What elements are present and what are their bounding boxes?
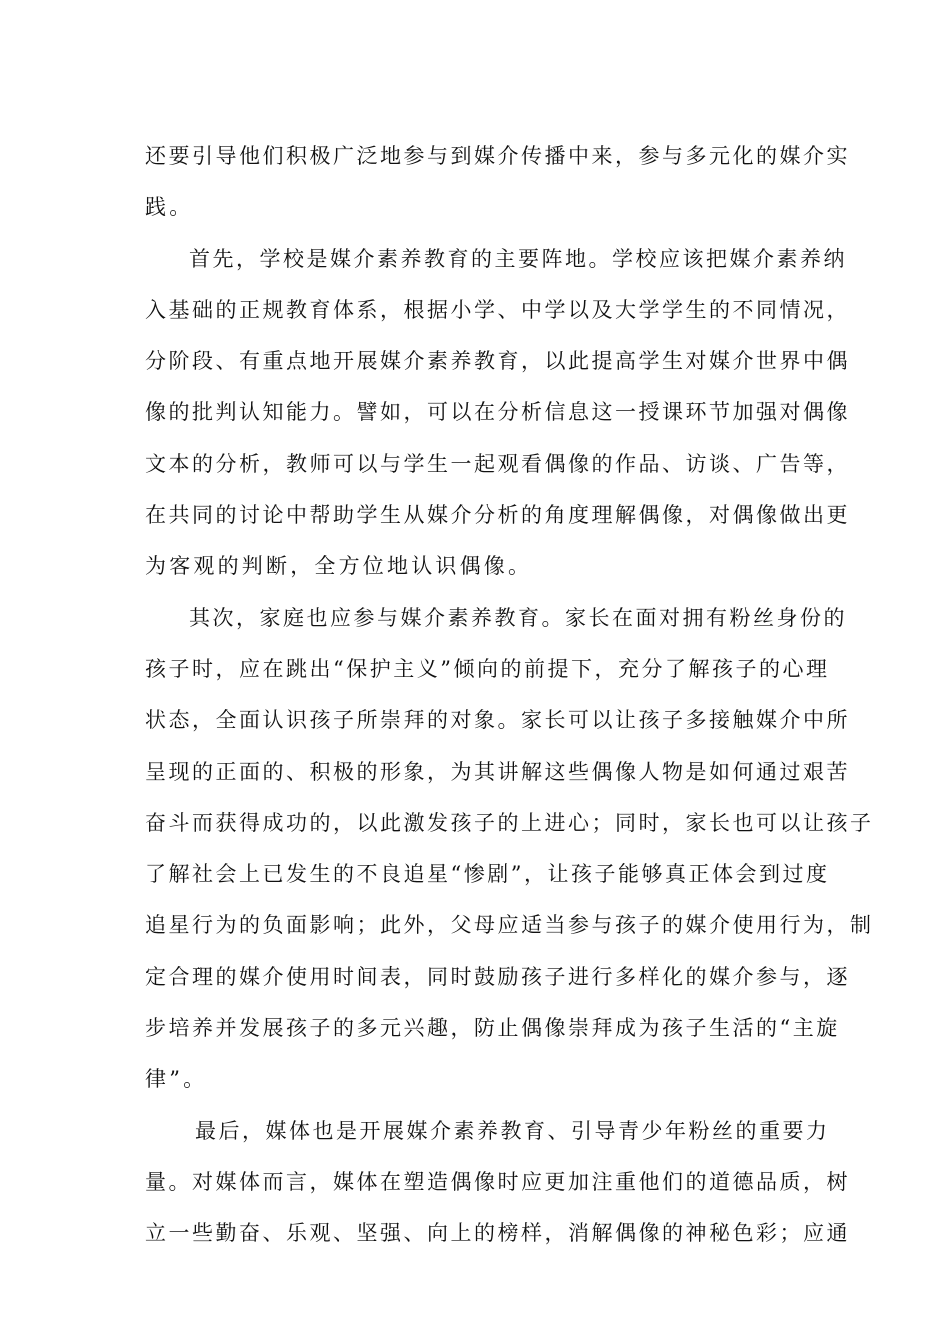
text-line: 文本的分析，教师可以与学生一起观看偶像的作品、访谈、广告等， [145,451,850,476]
text-line: 了解社会上已发生的不良追星“惨剧”，让孩子能够真正体会到过度 [145,862,830,887]
text-line: 追星行为的负面影响；此外，父母应适当参与孩子的媒介使用行为，制 [145,913,874,938]
paragraph-family [145,593,874,1106]
text-line: 状态，全面认识孩子所崇拜的对象。家长可以让孩子多接触媒介中所 [145,708,850,733]
text-line: 步培养并发展孩子的多元兴趣，防止偶像崇拜成为孩子生活的“主旋 [145,1016,840,1041]
text-line: 入基础的正规教育体系，根据小学、中学以及大学学生的不同情况， [145,297,850,322]
paragraph-media [145,1106,850,1260]
text-line: 分阶段、有重点地开展媒介素养教育，以此提高学生对媒介世界中偶 [145,349,850,374]
document-body [145,131,874,1260]
text-line: 还要引导他们积极广泛地参与到媒介传播中来，参与多元化的媒介实 [145,144,850,168]
text-line: 奋斗而获得成功的，以此激发孩子的上进心；同时，家长也可以让孩子 [145,810,874,835]
text-line: 像的批判认知能力。譬如，可以在分析信息这一授课环节加强对偶像 [145,400,850,425]
text-line: 量。对媒体而言，媒体在塑造偶像时应更加注重他们的道德品质，树 [145,1169,850,1194]
text-line: 其次，家庭也应参与媒介素养教育。家长在面对拥有粉丝身份的 [189,605,847,630]
paragraph-school [145,234,850,593]
text-line: 首先，学校是媒介素养教育的主要阵地。学校应该把媒介素养纳 [189,246,847,271]
text-line: 在共同的讨论中帮助学生从媒介分析的角度理解偶像，对偶像做出更 [145,503,850,528]
text-line: 践。 [145,195,194,220]
text-line: 立一些勤奋、乐观、坚强、向上的榜样，消解偶像的神秘色彩；应通 [145,1221,850,1246]
paragraph-continued [145,131,850,234]
text-line: 律”。 [145,1067,208,1092]
text-line: 呈现的正面的、积极的形象，为其讲解这些偶像人物是如何通过艰苦 [145,759,850,784]
text-line: 为客观的判断，全方位地认识偶像。 [145,554,533,579]
text-line: 定合理的媒介使用时间表，同时鼓励孩子进行多样化的媒介参与，逐 [145,964,850,989]
text-line: 孩子时，应在跳出“保护主义”倾向的前提下，充分了解孩子的心理 [145,656,830,681]
text-line: 最后，媒体也是开展媒介素养教育、引导青少年粉丝的重要力 [195,1118,830,1143]
